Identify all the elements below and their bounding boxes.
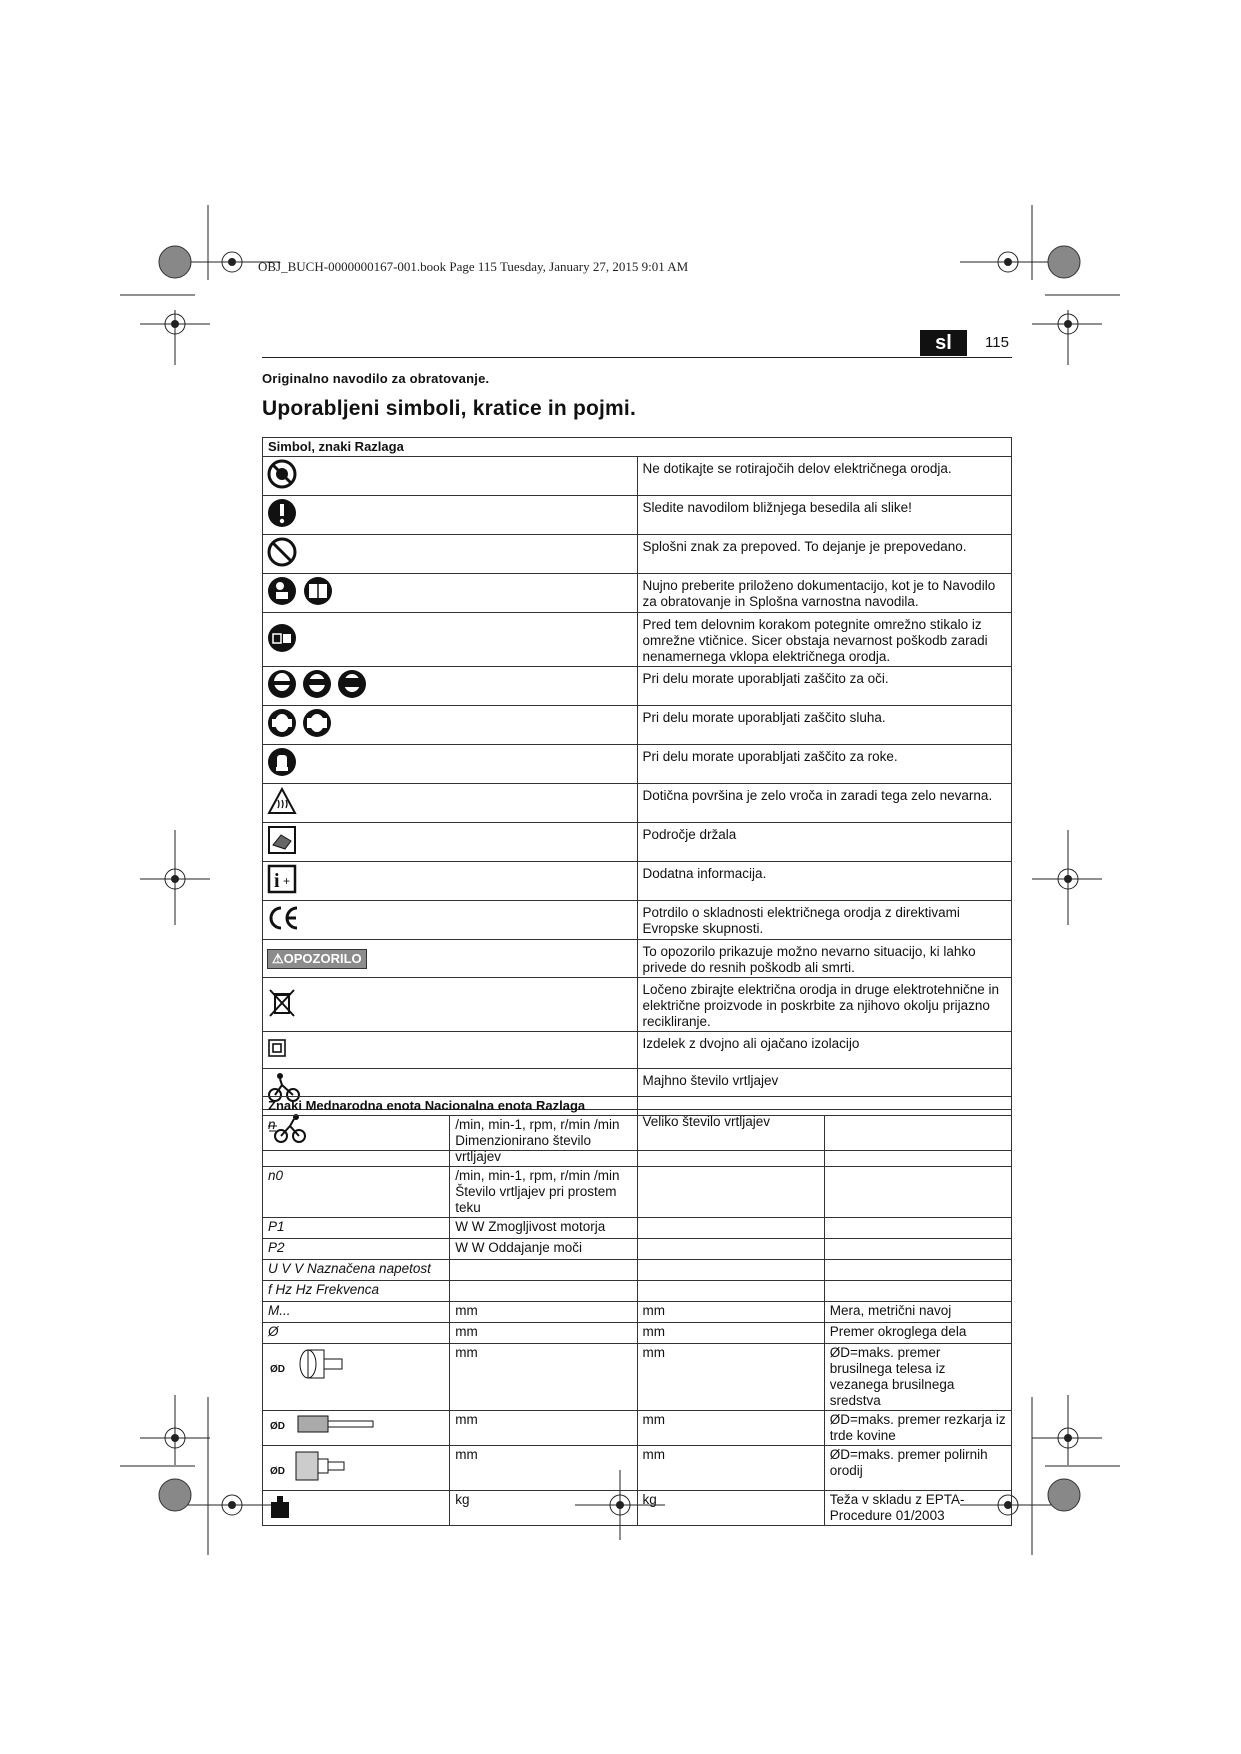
symbol-cell xyxy=(263,862,638,901)
unit-row xyxy=(263,1344,1012,1411)
symbol-row xyxy=(263,1032,1012,1069)
no-touch-rotating-icon xyxy=(267,459,297,493)
header-rule xyxy=(262,357,1012,358)
unit-cell-1: mm xyxy=(450,1411,637,1446)
symbol-row xyxy=(263,978,1012,1032)
symbol-cell xyxy=(263,535,638,574)
svg-text:+: + xyxy=(283,874,291,888)
symbol-description: Sledite navodilom bližnjega besedila ali slike! xyxy=(637,496,1012,535)
ce-mark-icon xyxy=(267,903,301,937)
symbol-description: To opozorilo prikazuje možno nevarno situacijo, ki lahko privede do resnih poškodb ali smrti. xyxy=(637,940,1012,978)
unit-row xyxy=(263,1491,1012,1526)
symbol-row xyxy=(263,613,1012,667)
symbols-table-header: Simbol, znaki Razlaga xyxy=(263,438,1012,457)
doc-title: Uporabljeni simboli, kratice in pojmi. xyxy=(262,397,637,420)
ear-protection-icon xyxy=(267,708,333,742)
symbol-cell xyxy=(263,706,638,745)
symbol-description: Pri delu morate uporabljati zaščito za oči. xyxy=(637,667,1012,706)
svg-text:ØD: ØD xyxy=(270,1466,285,1477)
unit-cell-0: U V V Naznačena napetost xyxy=(263,1260,450,1281)
unit-cell-2 xyxy=(637,1239,824,1260)
unit-cell-0 xyxy=(263,1344,450,1411)
exclamation-icon xyxy=(267,498,297,532)
symbol-description: Splošni znak za prepoved. To dejanje je prepovedano. xyxy=(637,535,1012,574)
symbol-description: Pri delu morate uporabljati zaščito za roke. xyxy=(637,745,1012,784)
unit-row xyxy=(263,1218,1012,1239)
unit-cell-3: ØD=maks. premer rezkarja iz trde kovine xyxy=(824,1411,1011,1446)
double-insulation-icon xyxy=(267,1038,287,1062)
symbol-cell xyxy=(263,745,638,784)
symbol-description: Pred tem delovnim korakom potegnite omrežno stikalo iz omrežne vtičnice. Sicer obstaja nevarnost poškodb zaradi nenamernega vklopa električnega orodja. xyxy=(637,613,1012,667)
unit-cell-2: mm xyxy=(637,1344,824,1411)
unit-cell-3: Mera, metrični navoj xyxy=(824,1302,1011,1323)
symbol-cell xyxy=(263,457,638,496)
unit-cell-0: n0 xyxy=(263,1167,450,1218)
unit-cell-2: mm xyxy=(637,1302,824,1323)
unit-cell-0 xyxy=(263,1446,450,1491)
hot-surface-icon xyxy=(267,786,297,820)
unit-cell-1: mm xyxy=(450,1344,637,1411)
unit-cell-0: P2 xyxy=(263,1239,450,1260)
unit-row xyxy=(263,1323,1012,1344)
unit-row xyxy=(263,1302,1012,1323)
unit-cell-0: P1 xyxy=(263,1218,450,1239)
unit-cell-1: /min, min-1, rpm, r/min /min Število vrtljajev pri prostem teku xyxy=(450,1167,637,1218)
symbol-cell xyxy=(263,1032,638,1069)
symbol-description: Dodatna informacija. xyxy=(637,862,1012,901)
unit-cell-3: Teža v skladu z EPTA-Procedure 01/2003 xyxy=(824,1491,1011,1526)
unit-cell-1: W W Zmogljivost motorja xyxy=(450,1218,637,1239)
unit-cell-1: mm xyxy=(450,1446,637,1491)
unit-row xyxy=(263,1281,1012,1302)
prohibition-icon xyxy=(267,537,297,571)
unit-cell-3 xyxy=(824,1281,1011,1302)
warning-badge: ⚠OPOZORILO xyxy=(267,949,367,969)
unit-cell-1 xyxy=(450,1281,637,1302)
symbol-description: Pri delu morate uporabljati zaščito sluha. xyxy=(637,706,1012,745)
weee-bin-icon xyxy=(267,987,297,1023)
symbol-description: Ločeno zbirajte električna orodja in druge elektrotehnične in električne proizvode in poskrbite za njihovo okolju prijazno recikliranje. xyxy=(637,978,1012,1032)
symbol-cell xyxy=(263,613,638,667)
svg-text:ØD: ØD xyxy=(270,1421,285,1432)
symbol-cell xyxy=(263,901,638,940)
unit-cell-0: n xyxy=(263,1116,450,1167)
symbol-cell xyxy=(263,496,638,535)
wire-brush-icon xyxy=(268,1412,378,1440)
unit-cell-3 xyxy=(824,1218,1011,1239)
symbol-description: Veliko število vrtljajev xyxy=(637,1110,1012,1151)
unit-cell-0 xyxy=(263,1411,450,1446)
unit-row xyxy=(263,1260,1012,1281)
unit-cell-1 xyxy=(450,1260,637,1281)
read-manual-icon xyxy=(267,576,335,610)
unit-row xyxy=(263,1446,1012,1491)
info-icon xyxy=(267,864,297,898)
unit-cell-3 xyxy=(824,1167,1011,1218)
doc-subtitle: Originalno navodilo za obratovanje. xyxy=(262,371,490,386)
symbol-description: Nujno preberite priloženo dokumentacijo, kot je to Navodilo za obratovanje in Splošna varnostna navodila. xyxy=(637,574,1012,613)
symbol-cell xyxy=(263,667,638,706)
symbol-row xyxy=(263,940,1012,978)
symbol-description: Dotična površina je zelo vroča in zaradi tega zelo nevarna. xyxy=(637,784,1012,823)
unit-cell-1: kg xyxy=(450,1491,637,1526)
symbol-description: Potrdilo o skladnosti električnega orodja z direktivami Evropske skupnosti. xyxy=(637,901,1012,940)
symbol-row xyxy=(263,901,1012,940)
language-badge: sl xyxy=(920,330,967,356)
symbol-cell xyxy=(263,784,638,823)
symbol-cell xyxy=(263,823,638,862)
symbol-cell xyxy=(263,940,638,978)
unit-cell-1: mm xyxy=(450,1323,637,1344)
symbol-description: Področje držala xyxy=(637,823,1012,862)
svg-text:ØD: ØD xyxy=(270,1364,285,1375)
unit-cell-2 xyxy=(637,1281,824,1302)
symbol-row xyxy=(263,862,1012,901)
unit-cell-3 xyxy=(824,1116,1011,1167)
unit-cell-0: M... xyxy=(263,1302,450,1323)
symbol-description: Majhno število vrtljajev xyxy=(637,1069,1012,1110)
units-table xyxy=(262,1096,1012,1526)
unit-cell-2: mm xyxy=(637,1411,824,1446)
symbol-row xyxy=(263,706,1012,745)
page-number: 115 xyxy=(985,334,1009,351)
unit-cell-2 xyxy=(637,1116,824,1167)
symbol-cell xyxy=(263,978,638,1032)
unit-row xyxy=(263,1239,1012,1260)
symbol-row xyxy=(263,667,1012,706)
unit-cell-3 xyxy=(824,1239,1011,1260)
file-info-line: OBJ_BUCH-0000000167-001.book Page 115 Tuesday, January 27, 2015 9:01 AM xyxy=(258,259,689,274)
unit-cell-3: ØD=maks. premer polirnih orodij xyxy=(824,1446,1011,1491)
unit-cell-2: mm xyxy=(637,1446,824,1491)
svg-text:i: i xyxy=(274,870,280,892)
unit-cell-3 xyxy=(824,1260,1011,1281)
hand-protection-icon xyxy=(267,747,297,781)
grinding-wheel-icon xyxy=(268,1345,348,1387)
unit-cell-3: ØD=maks. premer brusilnega telesa iz vezanega brusilnega sredstva xyxy=(824,1344,1011,1411)
symbol-row xyxy=(263,823,1012,862)
symbol-description: Izdelek z dvojno ali ojačano izolacijo xyxy=(637,1032,1012,1069)
symbol-row xyxy=(263,574,1012,613)
symbol-description: Ne dotikajte se rotirajočih delov električnega orodja. xyxy=(637,457,1012,496)
unit-cell-2: kg xyxy=(637,1491,824,1526)
grip-area-icon xyxy=(267,825,297,859)
unit-cell-3: Premer okroglega dela xyxy=(824,1323,1011,1344)
unit-cell-2 xyxy=(637,1167,824,1218)
symbol-row xyxy=(263,457,1012,496)
symbol-row xyxy=(263,745,1012,784)
unit-cell-2 xyxy=(637,1218,824,1239)
unit-row xyxy=(263,1167,1012,1218)
unit-cell-0: Ø xyxy=(263,1323,450,1344)
unit-cell-0 xyxy=(263,1491,450,1526)
unit-cell-1: mm xyxy=(450,1302,637,1323)
unit-row xyxy=(263,1411,1012,1446)
symbol-row xyxy=(263,496,1012,535)
units-table-header: Znaki Mednarodna enota Nacionalna enota Razlaga xyxy=(263,1097,1012,1116)
unit-cell-2: mm xyxy=(637,1323,824,1344)
symbol-row xyxy=(263,784,1012,823)
polishing-tool-icon xyxy=(268,1447,348,1489)
unit-cell-0: f Hz Hz Frekvenca xyxy=(263,1281,450,1302)
unplug-icon xyxy=(267,623,297,657)
symbols-table xyxy=(262,437,1012,1151)
symbol-row xyxy=(263,535,1012,574)
unit-cell-2 xyxy=(637,1260,824,1281)
eye-protection-icon xyxy=(267,669,367,703)
unit-cell-1: /min, min-1, rpm, r/min /min Dimenzionirano število vrtljajev xyxy=(450,1116,637,1167)
unit-row xyxy=(263,1116,1012,1167)
unit-cell-1: W W Oddajanje moči xyxy=(450,1239,637,1260)
symbol-cell xyxy=(263,574,638,613)
weight-icon xyxy=(268,1492,292,1524)
